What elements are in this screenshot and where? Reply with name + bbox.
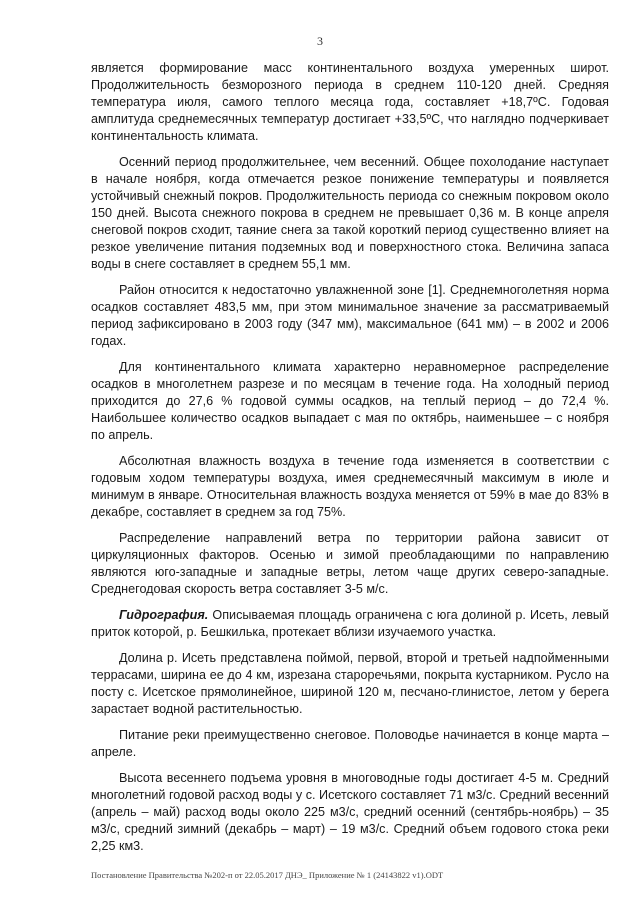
paragraph-hydrography: [91, 607, 609, 641]
paragraph-precipitation-distribution: Для континентального климата характерно неравномерное распределение осадков в многолетнем разрезе и по месяцам в течение года. На холодный период приходится до 27,6 % годовой суммы осадков, на теплый период – до 72,4 %. Наибольшее количество осадков выпадает с мая по октябрь, наименьшее – с ноября по апрель.: [91, 360, 609, 442]
paragraph-water-discharge: Высота весеннего подъема уровня в многоводные годы достигает 4-5 м. Средний многолетний годовой расход воды у с. Исетского составляет 71 м3/с. Средний весенний (апрель – май) расход воды около 225 м3/с, средний осенний (сентябрь-ноябрь) – 35 м3/с, средний зимний (декабрь – март) – 19 м3/с. Средний объем годового стока реки 2,25 км3.: [91, 771, 609, 853]
paragraph-wind: Распределение направлений ветра по территории района зависит от циркуляционных факторов. Осенью и зимой преобладающими по направлению являются юго-западные и западные ветры, летом чаще других северо-западные. Среднегодовая скорость ветра составляет 3-5 м/с.: [91, 531, 609, 596]
paragraph-autumn-period: Осенний период продолжительнее, чем весенний. Общее похолодание наступает в начале ноября, когда отмечается резкое понижение температуры и появляется устойчивый снежный покров. Продолжительность периода со снежным покровом около 150 дней. Высота снежного покрова в среднем не превышает 0,36 м. В конце апреля снеговой покров сходит, таяние снега за такой короткий период существенно влияет на резкое увеличение питания подземных вод и поверхностного стока. Величина запаса воды в снеге составляет в среднем 55,1 мм.: [91, 155, 609, 271]
paragraph-humidity: Абсолютная влажность воздуха в течение года изменяется в соответствии с годовым ходом температуры воздуха, имея среднемесячный максимум в июле и минимум в январе. Относительная влажность воздуха меняется от 59% в мае до 83% в декабре, составляет в среднем за год 75%.: [91, 454, 609, 519]
paragraph-climate-continuation: является формирование масс континентального воздуха умеренных широт. Продолжительность безморозного периода в среднем 110-120 дней. Средняя температура июля, самого теплого месяца года, составляет +18,7ºС. Годовая амплитуда среднемесячных температур достигает +33,5ºС, что наглядно подчеркивает континентальность климата.: [91, 61, 609, 143]
paragraph-river-feeding: Питание реки преимущественно снеговое. Половодье начинается в конце марта – апреле.: [91, 728, 609, 759]
hydrography-heading: Гидрография.: [119, 608, 209, 622]
page-number: 3: [317, 34, 323, 48]
hydrography-text: Описываемая площадь ограничена с юга долиной р. Исеть, левый приток которой, р. Бешкилька, протекает вблизи изучаемого участка.: [91, 608, 610, 639]
paragraph-precipitation-norm: Район относится к недостаточно увлажненной зоне [1]. Среднемноголетняя норма осадков составляет 483,5 мм, при этом минимальное значение за рассматриваемый период зафиксировано в 2003 году (347 мм), максимальное (641 мм) – в 2002 и 2006 годах.: [91, 283, 609, 348]
paragraph-iset-valley: Долина р. Исеть представлена поймой, первой, второй и третьей надпойменными террасами, ширина ее до 4 км, изрезана староречьями, покрыта кустарником. Русло на посту с. Исетское прямолинейное, шириной 120 м, песчано-глинистое, летом у берега зарастает водной растительностью.: [91, 651, 609, 716]
document-body: [91, 60, 609, 864]
document-footer: Постановление Правительства №202-п от 22.05.2017 ДНЭ_ Приложение № 1 (24143822 v1).ODT: [91, 870, 444, 880]
